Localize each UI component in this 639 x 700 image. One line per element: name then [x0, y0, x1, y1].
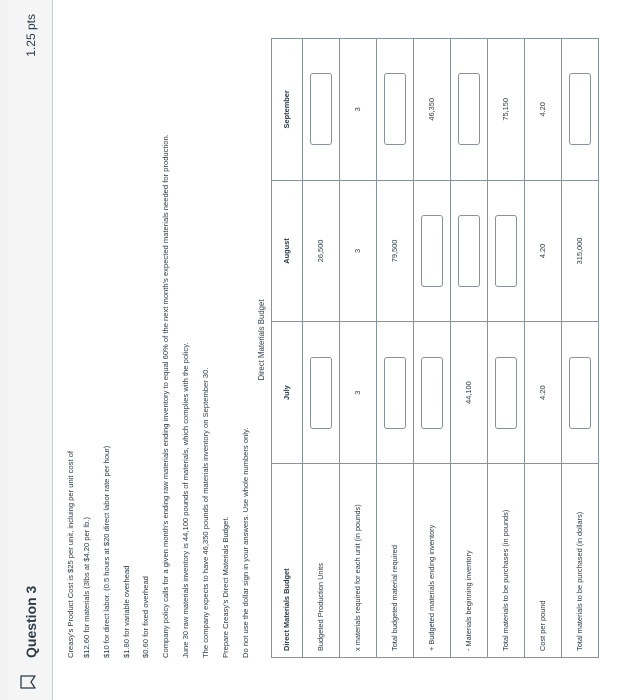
value-cell: 4.20: [524, 180, 561, 322]
answer-cell: [561, 39, 598, 181]
answer-cell: [302, 322, 339, 464]
value-cell: 3: [339, 322, 376, 464]
value-cell: 4.20: [524, 322, 561, 464]
row-label: x materials required for each unit (in pounds): [339, 463, 376, 657]
table-row: [413, 39, 450, 658]
table-row: [376, 39, 413, 658]
value-cell: 79,500: [376, 180, 413, 322]
table-header-label: Direct Materials Budget: [271, 463, 302, 657]
row-label: + Budgeted materials ending inventory: [413, 463, 450, 657]
table-caption: Direct Materials Budget: [256, 299, 266, 381]
table-row: [561, 39, 598, 658]
paragraph: $0.60 for fixed overhead: [141, 576, 151, 658]
answer-cell: [450, 39, 487, 181]
question-header: [8, 0, 53, 700]
answer-cell: [413, 322, 450, 464]
answer-cell: [487, 180, 524, 322]
answer-cell: [413, 180, 450, 322]
column-header-september: September: [271, 39, 302, 181]
table-row: [339, 39, 376, 658]
answer-input[interactable]: [495, 357, 517, 429]
value-cell: 4.20: [524, 39, 561, 181]
column-header-august: August: [271, 180, 302, 322]
table-row: [487, 39, 524, 658]
direct-materials-budget-table: [271, 38, 599, 658]
paragraph: Creasy's Product Cost is $25 per unit, incluing per unit cost of: [66, 450, 75, 658]
value-cell: 315,000: [561, 180, 598, 322]
row-label: - Materials beginning inventory: [450, 463, 487, 657]
question-points: 1.25 pts: [24, 14, 38, 57]
row-label: Total budgeted material required: [376, 463, 413, 657]
table-row: [450, 39, 487, 658]
paragraph: Prepare Creasy's Direct Materials Budget.: [220, 516, 230, 658]
answer-input[interactable]: [569, 73, 591, 145]
answer-input[interactable]: [458, 73, 480, 145]
row-label: Total materials to be purchased (in dollars): [561, 463, 598, 657]
paragraph: Do not use the dollar sign in your answers. Use whole numbers only.: [240, 427, 250, 658]
paragraph: $12.60 for materials (3lbs at $4.20 per lb.): [81, 517, 91, 658]
answer-cell: [376, 39, 413, 181]
paragraph: The company expects to have 46,350 pounds of materials inventory on September 30.: [201, 367, 211, 658]
table-row: [302, 39, 339, 658]
answer-input[interactable]: [384, 357, 406, 429]
value-cell: 44,100: [450, 322, 487, 464]
paragraph: June 30 raw materials inventory is 44,100 pounds of materials, which complies with the policy.: [181, 342, 191, 658]
answer-cell: [487, 322, 524, 464]
row-label: Total materials to be purchases (in pounds): [487, 463, 524, 657]
value-cell: 46,350: [413, 39, 450, 181]
paragraph: $1.80 for variable overhead: [121, 565, 131, 658]
flag-icon[interactable]: [20, 674, 38, 690]
row-label: Cost per pound: [524, 463, 561, 657]
answer-input[interactable]: [310, 73, 332, 145]
answer-cell: [376, 322, 413, 464]
answer-cell: [450, 180, 487, 322]
answer-input[interactable]: [569, 357, 591, 429]
answer-input[interactable]: [495, 215, 517, 287]
table-header-row: [271, 39, 302, 658]
value-cell: 26,500: [302, 180, 339, 322]
row-label: Budgeted Production Units: [302, 463, 339, 657]
table-row: [524, 39, 561, 658]
answer-input[interactable]: [421, 215, 443, 287]
column-header-july: July: [271, 322, 302, 464]
answer-input[interactable]: [310, 357, 332, 429]
value-cell: 75,150: [487, 39, 524, 181]
answer-cell: [561, 322, 598, 464]
question-body: [66, 22, 599, 658]
value-cell: 3: [339, 180, 376, 322]
value-cell: 3: [339, 39, 376, 181]
answer-input[interactable]: [384, 73, 406, 145]
answer-input[interactable]: [458, 215, 480, 287]
answer-cell: [302, 39, 339, 181]
answer-input[interactable]: [421, 357, 443, 429]
question-title: Question 3: [23, 585, 39, 658]
paragraph: Company policy calls for a given month's ending raw materials ending inventory to equal 60% of the next month's expected materials needed for production.: [161, 134, 171, 658]
paragraph: $10 for direct labor. (0.5 hours at $20 direct labor rate per hour): [101, 445, 111, 658]
